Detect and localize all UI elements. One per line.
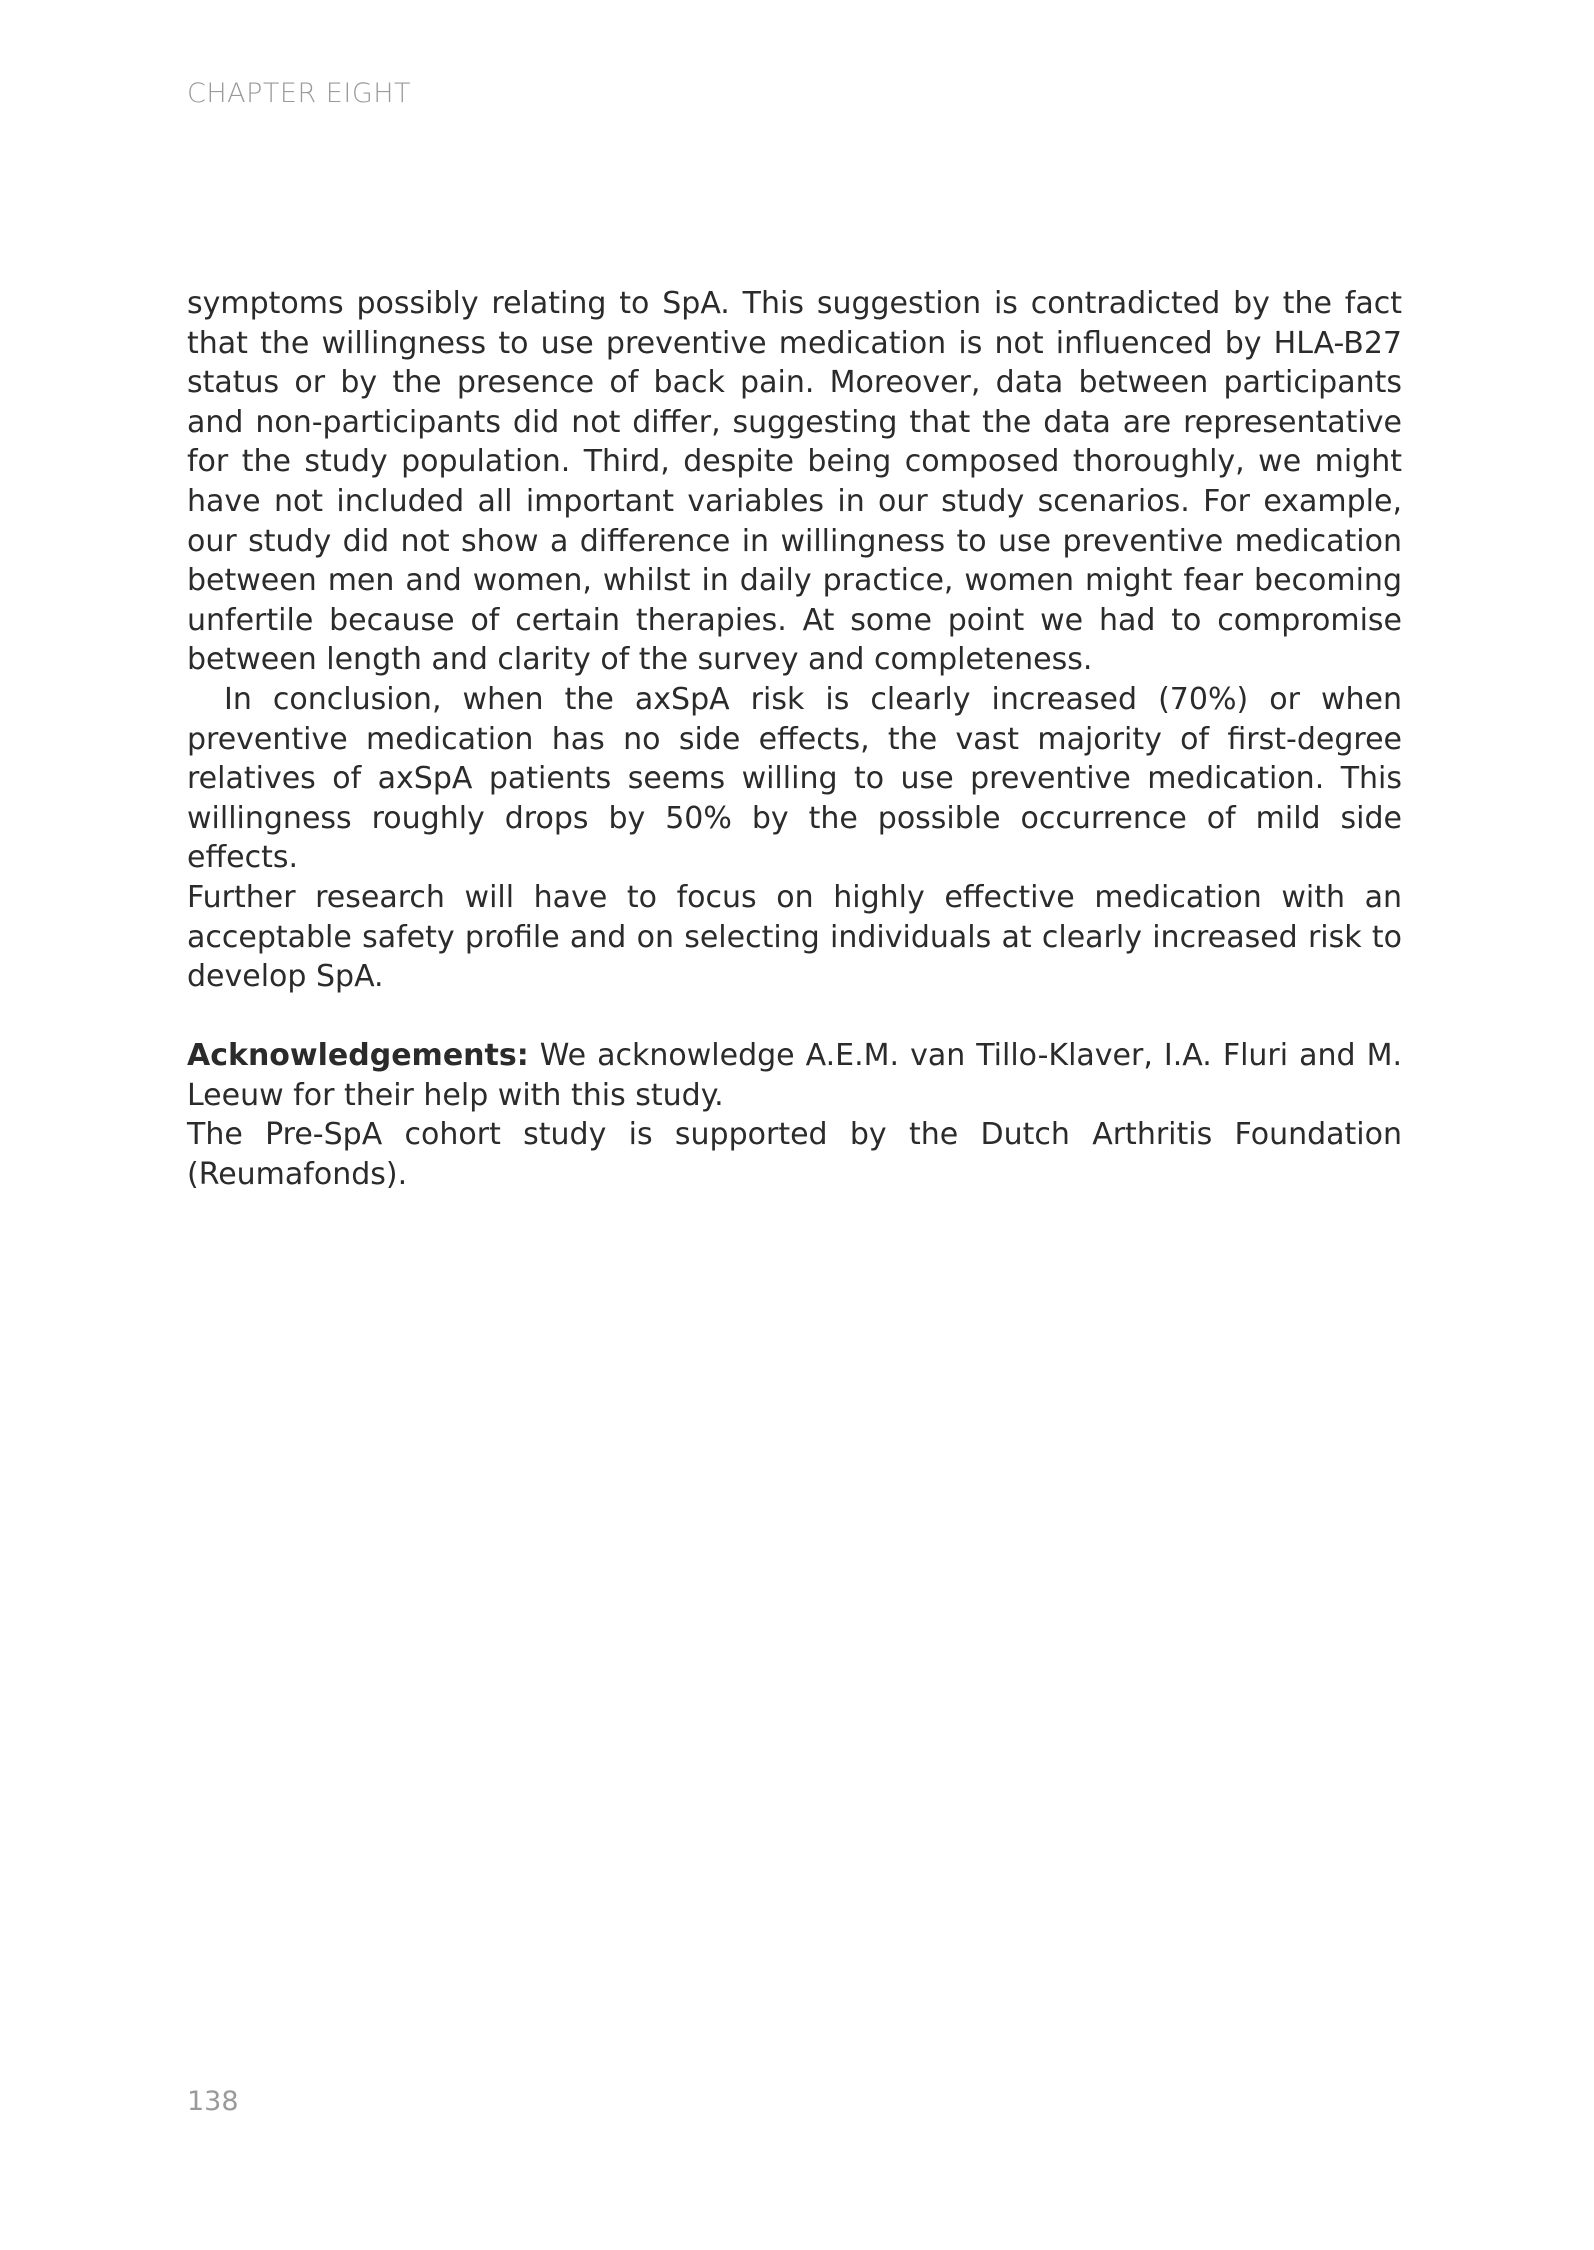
acknowledgements-paragraph <box>187 1036 1402 1115</box>
page-number: 138 <box>187 2086 239 2117</box>
body-text <box>187 284 1402 1195</box>
funding-statement: The Pre-SpA cohort study is supported by the Dutch Arthritis Foundation (Reumafonds). <box>187 1117 1402 1193</box>
running-header: CHAPTER EIGHT <box>187 78 412 109</box>
acknowledgements-label: Acknowledgements: <box>187 1038 529 1074</box>
paragraph-limitations: symptoms possibly relating to SpA. This suggestion is contradicted by the fact that the willingness to use preventive medication is not influenced by HLA-B27 status or by the presence of back pain. Moreover, data between participants and non-participants did not differ, suggesting that the data are representative for the study population. Third, despite being composed thoroughly, we might have not included all important variables in our study scenarios. For example, our study did not show a difference in willingness to use preventive medication between men and women, whilst in daily practice, women might fear becoming unfertile because of certain therapies. At some point we had to compromise between length and clarity of the survey and completeness. <box>187 286 1402 678</box>
paragraph-further-research: Further research will have to focus on highly effective medication with an acceptable safety profile and on selecting individuals at clearly increased risk to develop SpA. <box>187 879 1402 995</box>
acknowledgements-text: We acknowledge A.E.M. van Tillo-Klaver, I.A. Fluri and M. Leeuw for their help with this study. <box>187 1038 1402 1113</box>
paragraph-conclusion: In conclusion, when the axSpA risk is clearly increased (70%) or when preventive medication has no side effects, the vast majority of first-degree relatives of axSpA patients seems willing to use preventive medication. This willingness roughly drops by 50% by the possible occurrence of mild side effects. <box>187 681 1402 876</box>
